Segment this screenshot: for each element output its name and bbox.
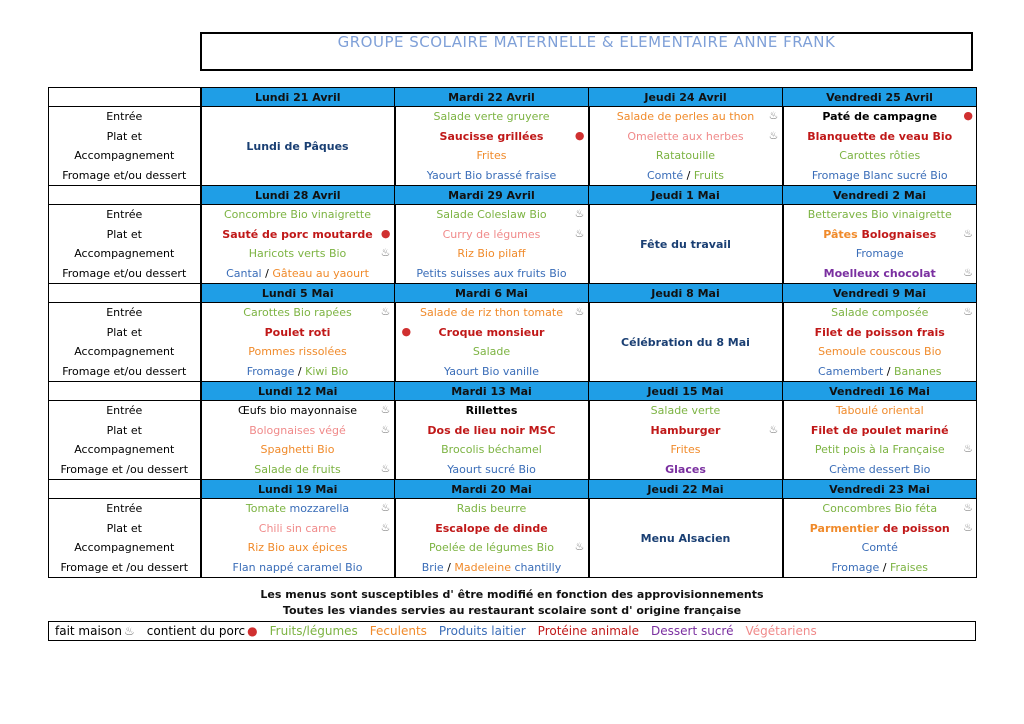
row-labels bbox=[49, 499, 201, 578]
course-label: Accompagnement bbox=[74, 541, 175, 554]
day-header: Lundi 28 Avril bbox=[201, 186, 395, 205]
course-label: Entrée bbox=[106, 404, 143, 417]
week-menu-row bbox=[49, 205, 977, 284]
dish-text: Glaces bbox=[665, 462, 706, 476]
row-labels bbox=[49, 107, 201, 186]
dish-line bbox=[784, 127, 977, 147]
dish-text: / bbox=[261, 266, 273, 280]
dish-text: Tomate bbox=[245, 502, 290, 515]
dish-line bbox=[396, 460, 588, 480]
legend-fruits-legumes: Fruits/légumes bbox=[269, 624, 358, 638]
dish-line bbox=[396, 146, 588, 166]
dish-line bbox=[396, 519, 588, 539]
dish-text: Crème dessert Bio bbox=[829, 462, 931, 476]
chef-hat-icon: ♨ bbox=[380, 520, 391, 534]
chef-hat-icon: ♨ bbox=[380, 461, 391, 475]
dish-text: Saucisse grillées bbox=[439, 129, 544, 143]
dish-text: / bbox=[883, 364, 894, 378]
holiday-label: Menu Alsacien bbox=[640, 531, 731, 545]
dish-line bbox=[202, 558, 394, 578]
dish-line bbox=[202, 264, 394, 284]
day-header: Jeudi 1 Mai bbox=[589, 186, 783, 205]
dish-text: Bolognaises bbox=[861, 227, 937, 241]
header-blank-cell bbox=[49, 186, 201, 205]
week-header-row bbox=[49, 186, 977, 205]
course-label: Accompagnement bbox=[74, 247, 175, 260]
dish-text: Escalope de dinde bbox=[435, 521, 548, 535]
dish-line bbox=[590, 146, 782, 166]
day-header: Vendredi 9 Mai bbox=[783, 284, 977, 303]
notes bbox=[48, 587, 976, 619]
header-blank-cell bbox=[49, 480, 201, 499]
dish-line bbox=[590, 127, 782, 147]
dish-text: Spaghetti Bio bbox=[260, 443, 335, 456]
dish-text: Comté bbox=[861, 541, 898, 554]
day-header: Vendredi 25 Avril bbox=[783, 88, 977, 107]
pig-icon: ● bbox=[963, 109, 973, 122]
legend bbox=[48, 621, 976, 641]
day-header: Lundi 19 Mai bbox=[201, 480, 395, 499]
course-label: Accompagnement bbox=[74, 149, 175, 162]
dish-text: Betteraves Bio vinaigrette bbox=[807, 208, 952, 221]
day-header: Vendredi 23 Mai bbox=[783, 480, 977, 499]
dish-line bbox=[784, 362, 977, 382]
pig-icon: ● bbox=[380, 226, 391, 240]
day-menu-cell bbox=[395, 107, 589, 186]
dish-text: Radis beurre bbox=[456, 502, 527, 515]
day-menu-cell bbox=[201, 401, 395, 480]
week-menu-row bbox=[49, 303, 977, 382]
dish-text: chantilly bbox=[514, 560, 562, 574]
chef-hat-icon: ♨ bbox=[380, 403, 391, 416]
holiday-label: Célébration du 8 Mai bbox=[621, 335, 750, 349]
dish-line bbox=[202, 205, 394, 225]
dish-line bbox=[784, 225, 977, 245]
dish-text: Haricots verts Bio bbox=[248, 247, 347, 260]
course-label: Plat et bbox=[106, 423, 142, 437]
dish-line bbox=[202, 460, 394, 480]
course-label: Plat et bbox=[106, 325, 142, 339]
dish-text: Bananes bbox=[893, 364, 942, 378]
chef-hat-icon: ♨ bbox=[574, 540, 585, 553]
dish-text: Petit pois à la Française bbox=[814, 443, 945, 456]
chef-hat-icon: ♨ bbox=[574, 207, 585, 220]
day-menu-cell bbox=[589, 303, 783, 382]
day-header: Jeudi 8 Mai bbox=[589, 284, 783, 303]
dish-text: Croque monsieur bbox=[438, 325, 545, 339]
chef-hat-icon: ♨ bbox=[963, 226, 973, 240]
dish-text: Riz Bio aux épices bbox=[247, 541, 348, 554]
day-header: Mardi 29 Avril bbox=[395, 186, 589, 205]
menu-table bbox=[48, 87, 977, 578]
header-blank-cell bbox=[49, 284, 201, 303]
dish-line bbox=[202, 244, 394, 264]
dish-text: Omelette aux herbes bbox=[627, 129, 744, 143]
chef-hat-icon: ♨ bbox=[380, 422, 391, 436]
dish-line bbox=[202, 362, 394, 382]
dish-text: Semoule couscous Bio bbox=[818, 345, 942, 358]
dish-line bbox=[590, 107, 782, 127]
dish-text: Yaourt Bio brassé fraise bbox=[426, 168, 557, 182]
day-menu-cell bbox=[783, 205, 977, 284]
dish-line bbox=[396, 303, 588, 323]
dish-text: / bbox=[879, 560, 890, 574]
course-label: Entrée bbox=[106, 110, 143, 123]
dish-text: Riz Bio pilaff bbox=[457, 247, 526, 260]
note-approvisionnements: Les menus sont susceptibles d' être modifié en fonction des approvisionnements bbox=[260, 588, 764, 601]
dish-text: / bbox=[294, 364, 306, 378]
day-menu-cell bbox=[201, 499, 395, 578]
dish-text: de poisson bbox=[882, 521, 950, 535]
pig-icon: ● bbox=[247, 624, 258, 638]
dish-line bbox=[784, 421, 977, 441]
dish-text: Filet de poisson frais bbox=[814, 325, 945, 339]
course-label: Fromage et/ou dessert bbox=[62, 266, 187, 280]
legend-fait-maison: fait maison bbox=[55, 624, 123, 638]
dish-text: Parmentier bbox=[809, 521, 883, 535]
row-labels bbox=[49, 303, 201, 382]
chef-hat-icon: ♨ bbox=[380, 246, 391, 259]
day-menu-cell bbox=[589, 205, 783, 284]
day-header: Jeudi 24 Avril bbox=[589, 88, 783, 107]
day-menu-cell bbox=[395, 205, 589, 284]
dish-text: Gâteau au yaourt bbox=[272, 266, 369, 280]
legend-dessert-sucre: Dessert sucré bbox=[651, 624, 734, 638]
dish-text: Fromage bbox=[246, 364, 295, 378]
dish-text: Rillettes bbox=[465, 404, 518, 417]
dish-text: Poulet roti bbox=[264, 325, 331, 339]
dish-line bbox=[784, 342, 977, 362]
day-menu-cell bbox=[783, 401, 977, 480]
dish-line bbox=[396, 225, 588, 245]
dish-text: Fraises bbox=[889, 560, 929, 574]
dish-text: / bbox=[683, 168, 694, 182]
dish-line bbox=[202, 225, 394, 245]
dish-line bbox=[784, 264, 977, 284]
day-header: Mardi 13 Mai bbox=[395, 382, 589, 401]
day-header: Jeudi 15 Mai bbox=[589, 382, 783, 401]
dish-line bbox=[396, 401, 588, 421]
course-label: Fromage et /ou dessert bbox=[60, 462, 189, 476]
dish-text: Concombres Bio féta bbox=[822, 502, 938, 515]
dish-line bbox=[784, 499, 977, 519]
row-labels bbox=[49, 401, 201, 480]
day-header: Mardi 6 Mai bbox=[395, 284, 589, 303]
chef-hat-icon: ♨ bbox=[963, 442, 973, 455]
chef-hat-icon: ♨ bbox=[768, 109, 779, 122]
dish-line bbox=[784, 107, 977, 127]
dish-text: Blanquette de veau Bio bbox=[807, 129, 953, 143]
dish-text: Brie bbox=[421, 560, 444, 574]
chef-hat-icon: ♨ bbox=[768, 128, 779, 142]
header-blank-cell bbox=[49, 382, 201, 401]
dish-line bbox=[784, 205, 977, 225]
day-menu-cell bbox=[589, 107, 783, 186]
day-header: Mardi 20 Mai bbox=[395, 480, 589, 499]
legend-contient-porc: contient du porc bbox=[146, 624, 246, 638]
dish-text: mozzarella bbox=[289, 502, 350, 515]
dish-line bbox=[202, 421, 394, 441]
legend-produits-laitier: Produits laitier bbox=[438, 624, 526, 638]
dish-line bbox=[784, 460, 977, 480]
chef-hat-icon: ♨ bbox=[963, 520, 973, 534]
day-header: Vendredi 16 Mai bbox=[783, 382, 977, 401]
dish-line bbox=[784, 323, 977, 343]
course-label: Entrée bbox=[106, 208, 143, 221]
row-labels bbox=[49, 205, 201, 284]
dish-line bbox=[590, 460, 782, 480]
day-header: Vendredi 2 Mai bbox=[783, 186, 977, 205]
dish-line bbox=[202, 440, 394, 460]
legend-feculents: Feculents bbox=[369, 624, 427, 638]
dish-line bbox=[396, 362, 588, 382]
dish-text: Salade de perles au thon bbox=[616, 110, 755, 123]
dish-line bbox=[590, 440, 782, 460]
course-label: Fromage et/ou dessert bbox=[62, 364, 187, 378]
note-origine-viandes: Toutes les viandes servies au restaurant scolaire sont d' origine française bbox=[282, 604, 742, 617]
pig-icon: ● bbox=[574, 128, 585, 142]
dish-line bbox=[396, 558, 588, 578]
dish-text: Œufs bio mayonnaise bbox=[237, 404, 358, 417]
dish-line bbox=[396, 244, 588, 264]
dish-text: Salade verte bbox=[650, 404, 721, 417]
dish-line bbox=[396, 264, 588, 284]
holiday-label: Lundi de Pâques bbox=[246, 139, 349, 153]
dish-line bbox=[784, 558, 977, 578]
dish-line bbox=[396, 342, 588, 362]
dish-line bbox=[202, 303, 394, 323]
dish-line bbox=[784, 146, 977, 166]
week-header-row bbox=[49, 284, 977, 303]
day-menu-cell bbox=[395, 303, 589, 382]
dish-text: Filet de poulet mariné bbox=[810, 423, 949, 437]
dish-text: Cantal bbox=[226, 266, 262, 280]
day-menu-cell bbox=[589, 499, 783, 578]
dish-text: Madeleine bbox=[454, 560, 515, 574]
dish-line bbox=[396, 538, 588, 558]
dish-text: Fromage bbox=[831, 560, 880, 574]
dish-text: / bbox=[443, 560, 455, 574]
dish-line bbox=[784, 519, 977, 539]
dish-text: Yaourt sucré Bio bbox=[447, 462, 536, 476]
dish-text: Salade verte gruyere bbox=[433, 110, 550, 123]
chef-hat-icon: ♨ bbox=[574, 305, 585, 318]
dish-text: Salade composée bbox=[831, 306, 929, 319]
course-label: Plat et bbox=[106, 227, 142, 241]
day-menu-cell bbox=[201, 205, 395, 284]
dish-text: Fruits bbox=[693, 168, 725, 182]
dish-line bbox=[590, 166, 782, 186]
title-box bbox=[200, 32, 973, 71]
dish-line bbox=[590, 401, 782, 421]
header-blank-cell bbox=[49, 88, 201, 107]
legend-proteine-animale: Protéine animale bbox=[537, 624, 639, 638]
dish-text: Concombre Bio vinaigrette bbox=[224, 208, 371, 221]
chef-hat-icon: ♨ bbox=[768, 422, 779, 436]
dish-line bbox=[396, 421, 588, 441]
day-menu-cell bbox=[201, 107, 395, 186]
page-title: GROUPE SCOLAIRE MATERNELLE & ELEMENTAIRE ANNE FRANK bbox=[337, 33, 836, 51]
holiday-label: Fête du travail bbox=[640, 237, 731, 251]
course-label: Accompagnement bbox=[74, 345, 175, 358]
dish-line bbox=[396, 499, 588, 519]
dish-text: Sauté de porc moutarde bbox=[222, 227, 373, 241]
dish-text: Frites bbox=[670, 443, 701, 456]
dish-line bbox=[784, 166, 977, 186]
dish-text: Petits suisses aux fruits Bio bbox=[416, 266, 567, 280]
day-header: Jeudi 22 Mai bbox=[589, 480, 783, 499]
dish-text: Carottes Bio rapées bbox=[243, 306, 352, 319]
dish-line bbox=[396, 440, 588, 460]
day-menu-cell bbox=[395, 401, 589, 480]
course-label: Accompagnement bbox=[74, 443, 175, 456]
day-menu-cell bbox=[783, 303, 977, 382]
dish-text: Pommes rissolées bbox=[248, 345, 347, 358]
dish-line bbox=[396, 127, 588, 147]
chef-hat-icon: ♨ bbox=[380, 305, 391, 318]
dish-text: Fromage bbox=[855, 247, 904, 260]
dish-line bbox=[202, 323, 394, 343]
dish-text: Pâtes bbox=[823, 227, 862, 241]
dish-line bbox=[396, 205, 588, 225]
day-menu-cell bbox=[589, 401, 783, 480]
dish-text: Yaourt Bio vanille bbox=[444, 364, 539, 378]
dish-line bbox=[396, 166, 588, 186]
chef-hat-icon: ♨ bbox=[963, 501, 973, 514]
dish-line bbox=[784, 303, 977, 323]
dish-text: Brocolis béchamel bbox=[441, 443, 542, 456]
dish-text: Hamburger bbox=[650, 423, 721, 437]
dish-text: Salade Coleslaw Bio bbox=[436, 208, 547, 221]
week-menu-row bbox=[49, 499, 977, 578]
legend-vegetariens: Végétariens bbox=[745, 624, 817, 638]
day-menu-cell bbox=[783, 499, 977, 578]
dish-text: Poelée de légumes Bio bbox=[429, 541, 554, 554]
pig-icon: ● bbox=[401, 324, 412, 338]
dish-line bbox=[396, 107, 588, 127]
day-header: Lundi 12 Mai bbox=[201, 382, 395, 401]
day-header: Lundi 5 Mai bbox=[201, 284, 395, 303]
chef-hat-icon: ♨ bbox=[574, 226, 585, 240]
dish-line bbox=[590, 421, 782, 441]
day-header: Lundi 21 Avril bbox=[201, 88, 395, 107]
dish-text: Salade de fruits bbox=[254, 462, 341, 476]
day-menu-cell bbox=[201, 303, 395, 382]
day-menu-cell bbox=[783, 107, 977, 186]
dish-line bbox=[784, 538, 977, 558]
dish-text: Taboulé oriental bbox=[835, 404, 924, 417]
dish-text: Bolognaises végé bbox=[249, 423, 346, 437]
dish-line bbox=[202, 342, 394, 362]
dish-line bbox=[202, 499, 394, 519]
course-label: Entrée bbox=[106, 502, 143, 515]
dish-text: Fromage Blanc sucré Bio bbox=[811, 168, 948, 182]
day-header: Mardi 22 Avril bbox=[395, 88, 589, 107]
dish-line bbox=[784, 401, 977, 421]
dish-text: Carottes rôties bbox=[839, 149, 921, 162]
dish-text: Dos de lieu noir MSC bbox=[427, 423, 556, 437]
dish-line bbox=[396, 323, 588, 343]
dish-text: Chili sin carne bbox=[258, 521, 337, 535]
week-menu-row bbox=[49, 401, 977, 480]
chef-hat-icon: ♨ bbox=[963, 305, 973, 318]
dish-text: Comté bbox=[646, 168, 684, 182]
dish-text: Salade bbox=[472, 345, 511, 358]
dish-line bbox=[202, 519, 394, 539]
course-label: Fromage et/ou dessert bbox=[62, 168, 187, 182]
dish-text: Flan nappé caramel Bio bbox=[232, 560, 363, 574]
dish-text: Frites bbox=[476, 149, 507, 162]
chef-hat-icon: ♨ bbox=[963, 265, 973, 279]
dish-text: Paté de campagne bbox=[822, 110, 938, 123]
dish-line bbox=[202, 401, 394, 421]
dish-line bbox=[202, 538, 394, 558]
course-label: Entrée bbox=[106, 306, 143, 319]
week-header-row bbox=[49, 480, 977, 499]
day-menu-cell bbox=[395, 499, 589, 578]
dish-text: Ratatouille bbox=[655, 149, 716, 162]
dish-text: Kiwi Bio bbox=[305, 364, 349, 378]
chef-hat-icon: ♨ bbox=[124, 624, 135, 638]
dish-text: Curry de légumes bbox=[442, 227, 541, 241]
week-header-row bbox=[49, 382, 977, 401]
chef-hat-icon: ♨ bbox=[380, 501, 391, 514]
dish-line bbox=[784, 244, 977, 264]
dish-text: Camembert bbox=[818, 364, 884, 378]
dish-text: Salade de riz thon tomate bbox=[420, 306, 563, 319]
week-menu-row bbox=[49, 107, 977, 186]
course-label: Fromage et /ou dessert bbox=[60, 560, 189, 574]
course-label: Plat et bbox=[106, 521, 142, 535]
course-label: Plat et bbox=[106, 129, 142, 143]
dish-text: Moelleux chocolat bbox=[823, 266, 936, 280]
week-header-row bbox=[49, 88, 977, 107]
dish-line bbox=[784, 440, 977, 460]
